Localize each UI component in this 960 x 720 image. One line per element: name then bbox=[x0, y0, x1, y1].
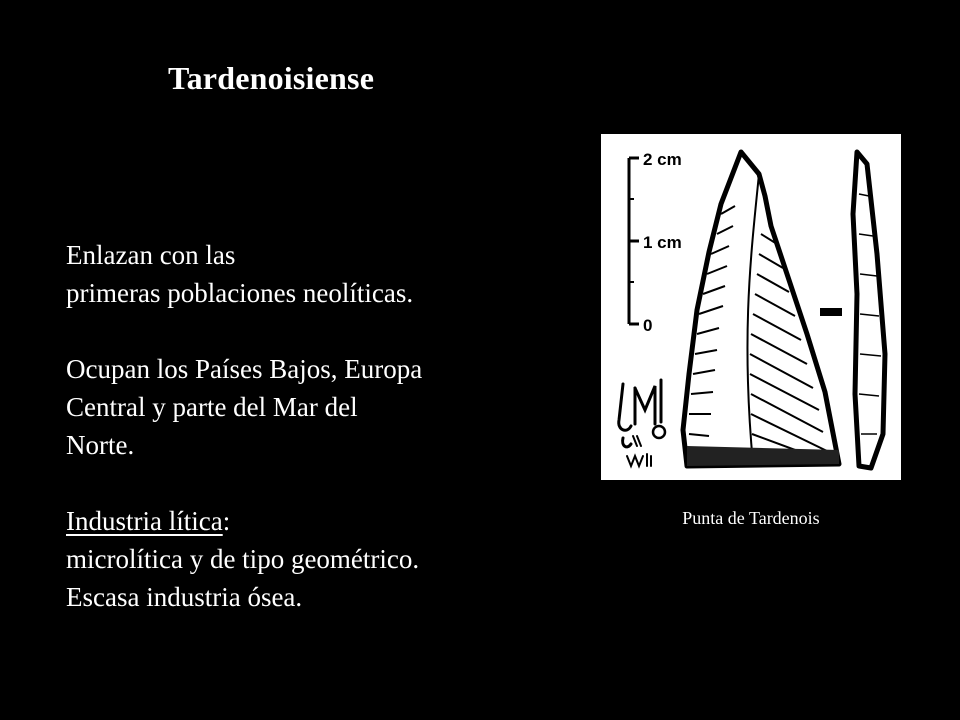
flint-point-drawing bbox=[683, 152, 839, 466]
paragraph-line: Enlazan con las bbox=[66, 240, 236, 270]
paragraph-line: Central y parte del Mar del bbox=[66, 392, 358, 422]
industry-heading: Industria lítica bbox=[66, 506, 223, 536]
paragraph-line: Escasa industria ósea. bbox=[66, 582, 303, 612]
scale-label-2cm: 2 cm bbox=[643, 150, 682, 169]
slide-title: Tardenoisiense bbox=[168, 60, 375, 96]
paragraph-relations bbox=[66, 236, 546, 312]
paragraph-line: Norte. bbox=[66, 430, 135, 460]
figure-caption: Punta de Tardenois bbox=[682, 508, 820, 528]
illustration-svg bbox=[601, 134, 901, 480]
paragraph-industry bbox=[66, 502, 546, 616]
industry-heading-line bbox=[66, 502, 546, 540]
paragraph-spacer bbox=[66, 312, 546, 350]
scale-label-0: 0 bbox=[643, 316, 653, 335]
section-mark bbox=[820, 308, 842, 316]
paragraph-line: microlítica y de tipo geométrico. bbox=[66, 544, 420, 574]
scale-bar bbox=[629, 158, 639, 324]
paragraph-territory bbox=[66, 350, 546, 464]
slide-body bbox=[66, 236, 546, 616]
paragraph-line: Ocupan los Países Bajos, Europa bbox=[66, 354, 423, 384]
flint-side-profile bbox=[853, 152, 885, 468]
tardenois-point-illustration bbox=[601, 134, 901, 480]
industry-heading-colon: : bbox=[222, 506, 231, 536]
paragraph-line: primeras poblaciones neolíticas. bbox=[66, 278, 414, 308]
artist-signature bbox=[619, 380, 665, 466]
scale-label-1cm: 1 cm bbox=[643, 233, 682, 252]
paragraph-spacer bbox=[66, 464, 546, 502]
